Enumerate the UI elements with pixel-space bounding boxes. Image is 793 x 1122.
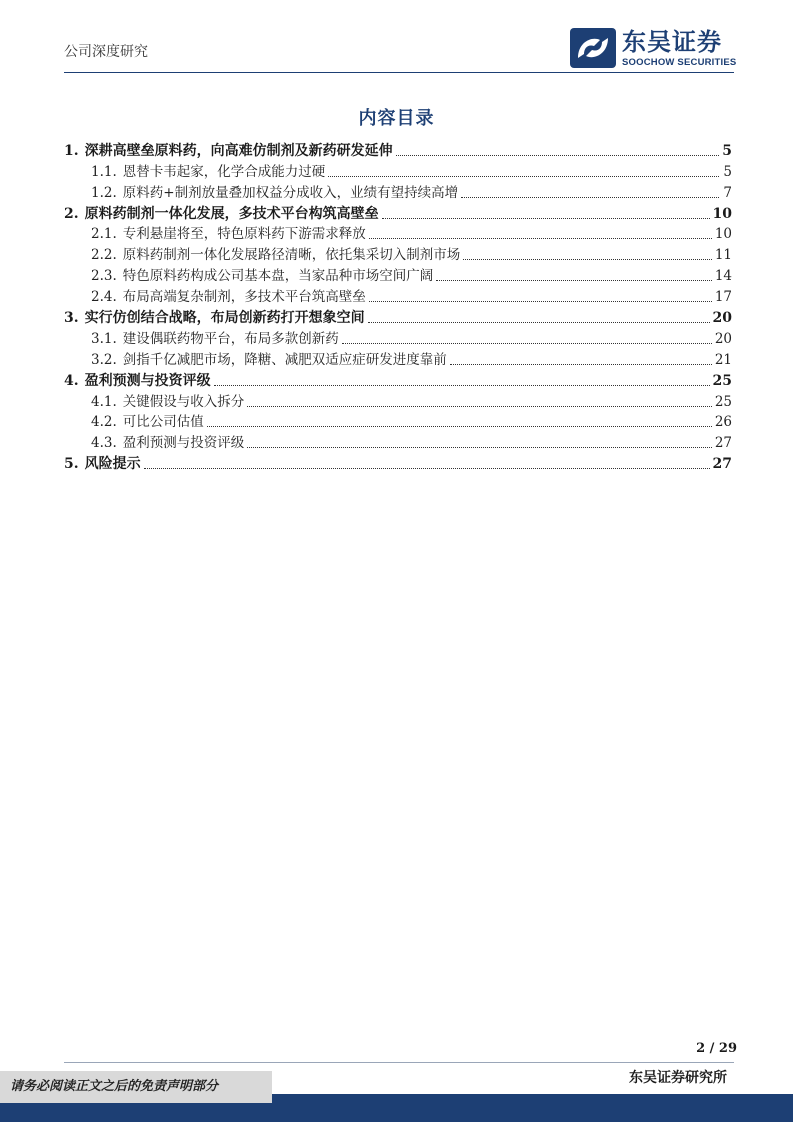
toc-entry-title: 盈利预测与投资评级 [84,372,211,389]
toc-entry-number: 1.2. [91,184,117,201]
footer-divider [64,1062,734,1063]
toc-entry[interactable] [64,244,732,265]
toc-leader [368,321,710,323]
toc-leader [342,342,712,344]
logo-english-name: SOOCHOW SECURITIES [622,56,737,68]
toc-leader [436,279,712,281]
toc-entry-title: 深耕高壁垒原料药，向高难仿制剂及新药研发延伸 [84,142,393,159]
toc-entry-title: 原料药+制剂放量叠加权益分成收入，业绩有望持续高增 [122,184,459,201]
toc-entry-title: 布局高端复杂制剂，多技术平台筑高壁垒 [122,289,366,306]
soochow-logo-icon [570,28,616,68]
toc-leader [369,300,712,302]
toc-entry[interactable] [64,161,732,182]
toc-entry[interactable] [64,307,732,328]
toc-entry-number: 2.4. [91,289,117,306]
toc-entry-page: 27 [712,456,732,473]
soochow-logo [570,28,736,68]
toc-entry-title: 实行仿创结合战略，布局创新药打开想象空间 [84,310,365,327]
toc-leader [461,196,719,198]
toc-leader [247,405,712,407]
toc-entry-number: 2.3. [91,268,117,285]
page-indicator: 2 / 29 [696,1041,737,1056]
toc-leader [369,237,712,239]
toc-entry[interactable] [64,140,732,161]
toc-leader [328,175,719,177]
toc-leader [207,425,712,427]
table-of-contents [64,140,732,474]
toc-entry-title: 恩替卡韦起家，化学合成能力过硬 [122,163,326,180]
toc-entry[interactable] [64,453,732,474]
toc-entry-title: 原料药制剂一体化发展，多技术平台构筑高壁垒 [84,205,379,222]
toc-entry-number: 1.1. [91,163,117,180]
toc-entry-page: 10 [714,226,732,243]
toc-leader [247,446,712,448]
toc-leader [214,384,710,386]
toc-entry-title: 盈利预测与投资评级 [122,435,245,452]
toc-entry[interactable] [64,265,732,286]
toc-entry-number: 3.1. [91,330,117,347]
toc-entry-number: 2. [64,205,79,222]
toc-entry-page: 20 [712,310,732,327]
toc-entry-page: 25 [714,393,732,410]
toc-entry-title: 建设偶联药物平台，布局多款创新药 [122,330,339,347]
toc-entry[interactable] [64,203,732,224]
toc-entry-title: 特色原料药构成公司基本盘，当家品种市场空间广阔 [122,268,434,285]
toc-entry-page: 11 [714,247,732,264]
toc-entry-number: 4. [64,372,79,389]
toc-leader [144,467,710,469]
toc-entry[interactable] [64,370,732,391]
toc-entry-page: 10 [712,205,732,222]
toc-entry[interactable] [64,182,732,203]
toc-entry-title: 原料药制剂一体化发展路径清晰，依托集采切入制剂市场 [122,247,461,264]
toc-entry[interactable] [64,412,732,433]
toc-entry[interactable] [64,328,732,349]
toc-leader [463,258,712,260]
toc-entry[interactable] [64,224,732,245]
toc-entry-number: 4.2. [91,414,117,431]
toc-entry-number: 1. [64,142,79,159]
toc-entry-number: 5. [64,456,79,473]
toc-entry-page: 5 [723,163,732,180]
toc-entry-page: 20 [714,330,732,347]
toc-entry-title: 可比公司估值 [122,414,204,431]
toc-leader [396,154,719,156]
toc-entry[interactable] [64,391,732,412]
toc-entry-number: 4.1. [91,393,117,410]
toc-entry-number: 3. [64,310,79,327]
header-divider [64,72,734,73]
toc-entry-title: 关键假设与收入拆分 [122,393,245,410]
toc-entry-number: 4.3. [91,435,117,452]
toc-leader [450,363,712,365]
toc-title: 内容目录 [358,108,435,129]
toc-entry-page: 27 [714,435,732,452]
toc-entry-number: 3.2. [91,351,117,368]
toc-entry-page: 21 [714,351,732,368]
toc-entry-page: 26 [714,414,732,431]
disclaimer-notice: 请务必阅读正文之后的免责声明部分 [0,1071,272,1103]
toc-entry-title: 专利悬崖将至，特色原料药下游需求释放 [122,226,366,243]
toc-entry[interactable] [64,432,732,453]
toc-entry-page: 7 [723,184,732,201]
toc-entry-title: 剑指千亿减肥市场，降糖、减肥双适应症研发进度靠前 [122,351,447,368]
toc-entry-page: 25 [712,372,732,389]
toc-entry[interactable] [64,286,732,307]
toc-entry[interactable] [64,349,732,370]
report-type-label: 公司深度研究 [64,44,148,60]
logo-chinese-name: 东吴证券 [622,27,722,56]
toc-entry-number: 2.1. [91,226,117,243]
toc-leader [382,217,710,219]
footer-organization: 东吴证券研究所 [629,1070,727,1086]
toc-entry-page: 5 [722,142,732,159]
toc-entry-page: 14 [714,268,732,285]
toc-entry-title: 风险提示 [84,456,141,473]
toc-entry-page: 17 [714,289,732,306]
toc-entry-number: 2.2. [91,247,117,264]
